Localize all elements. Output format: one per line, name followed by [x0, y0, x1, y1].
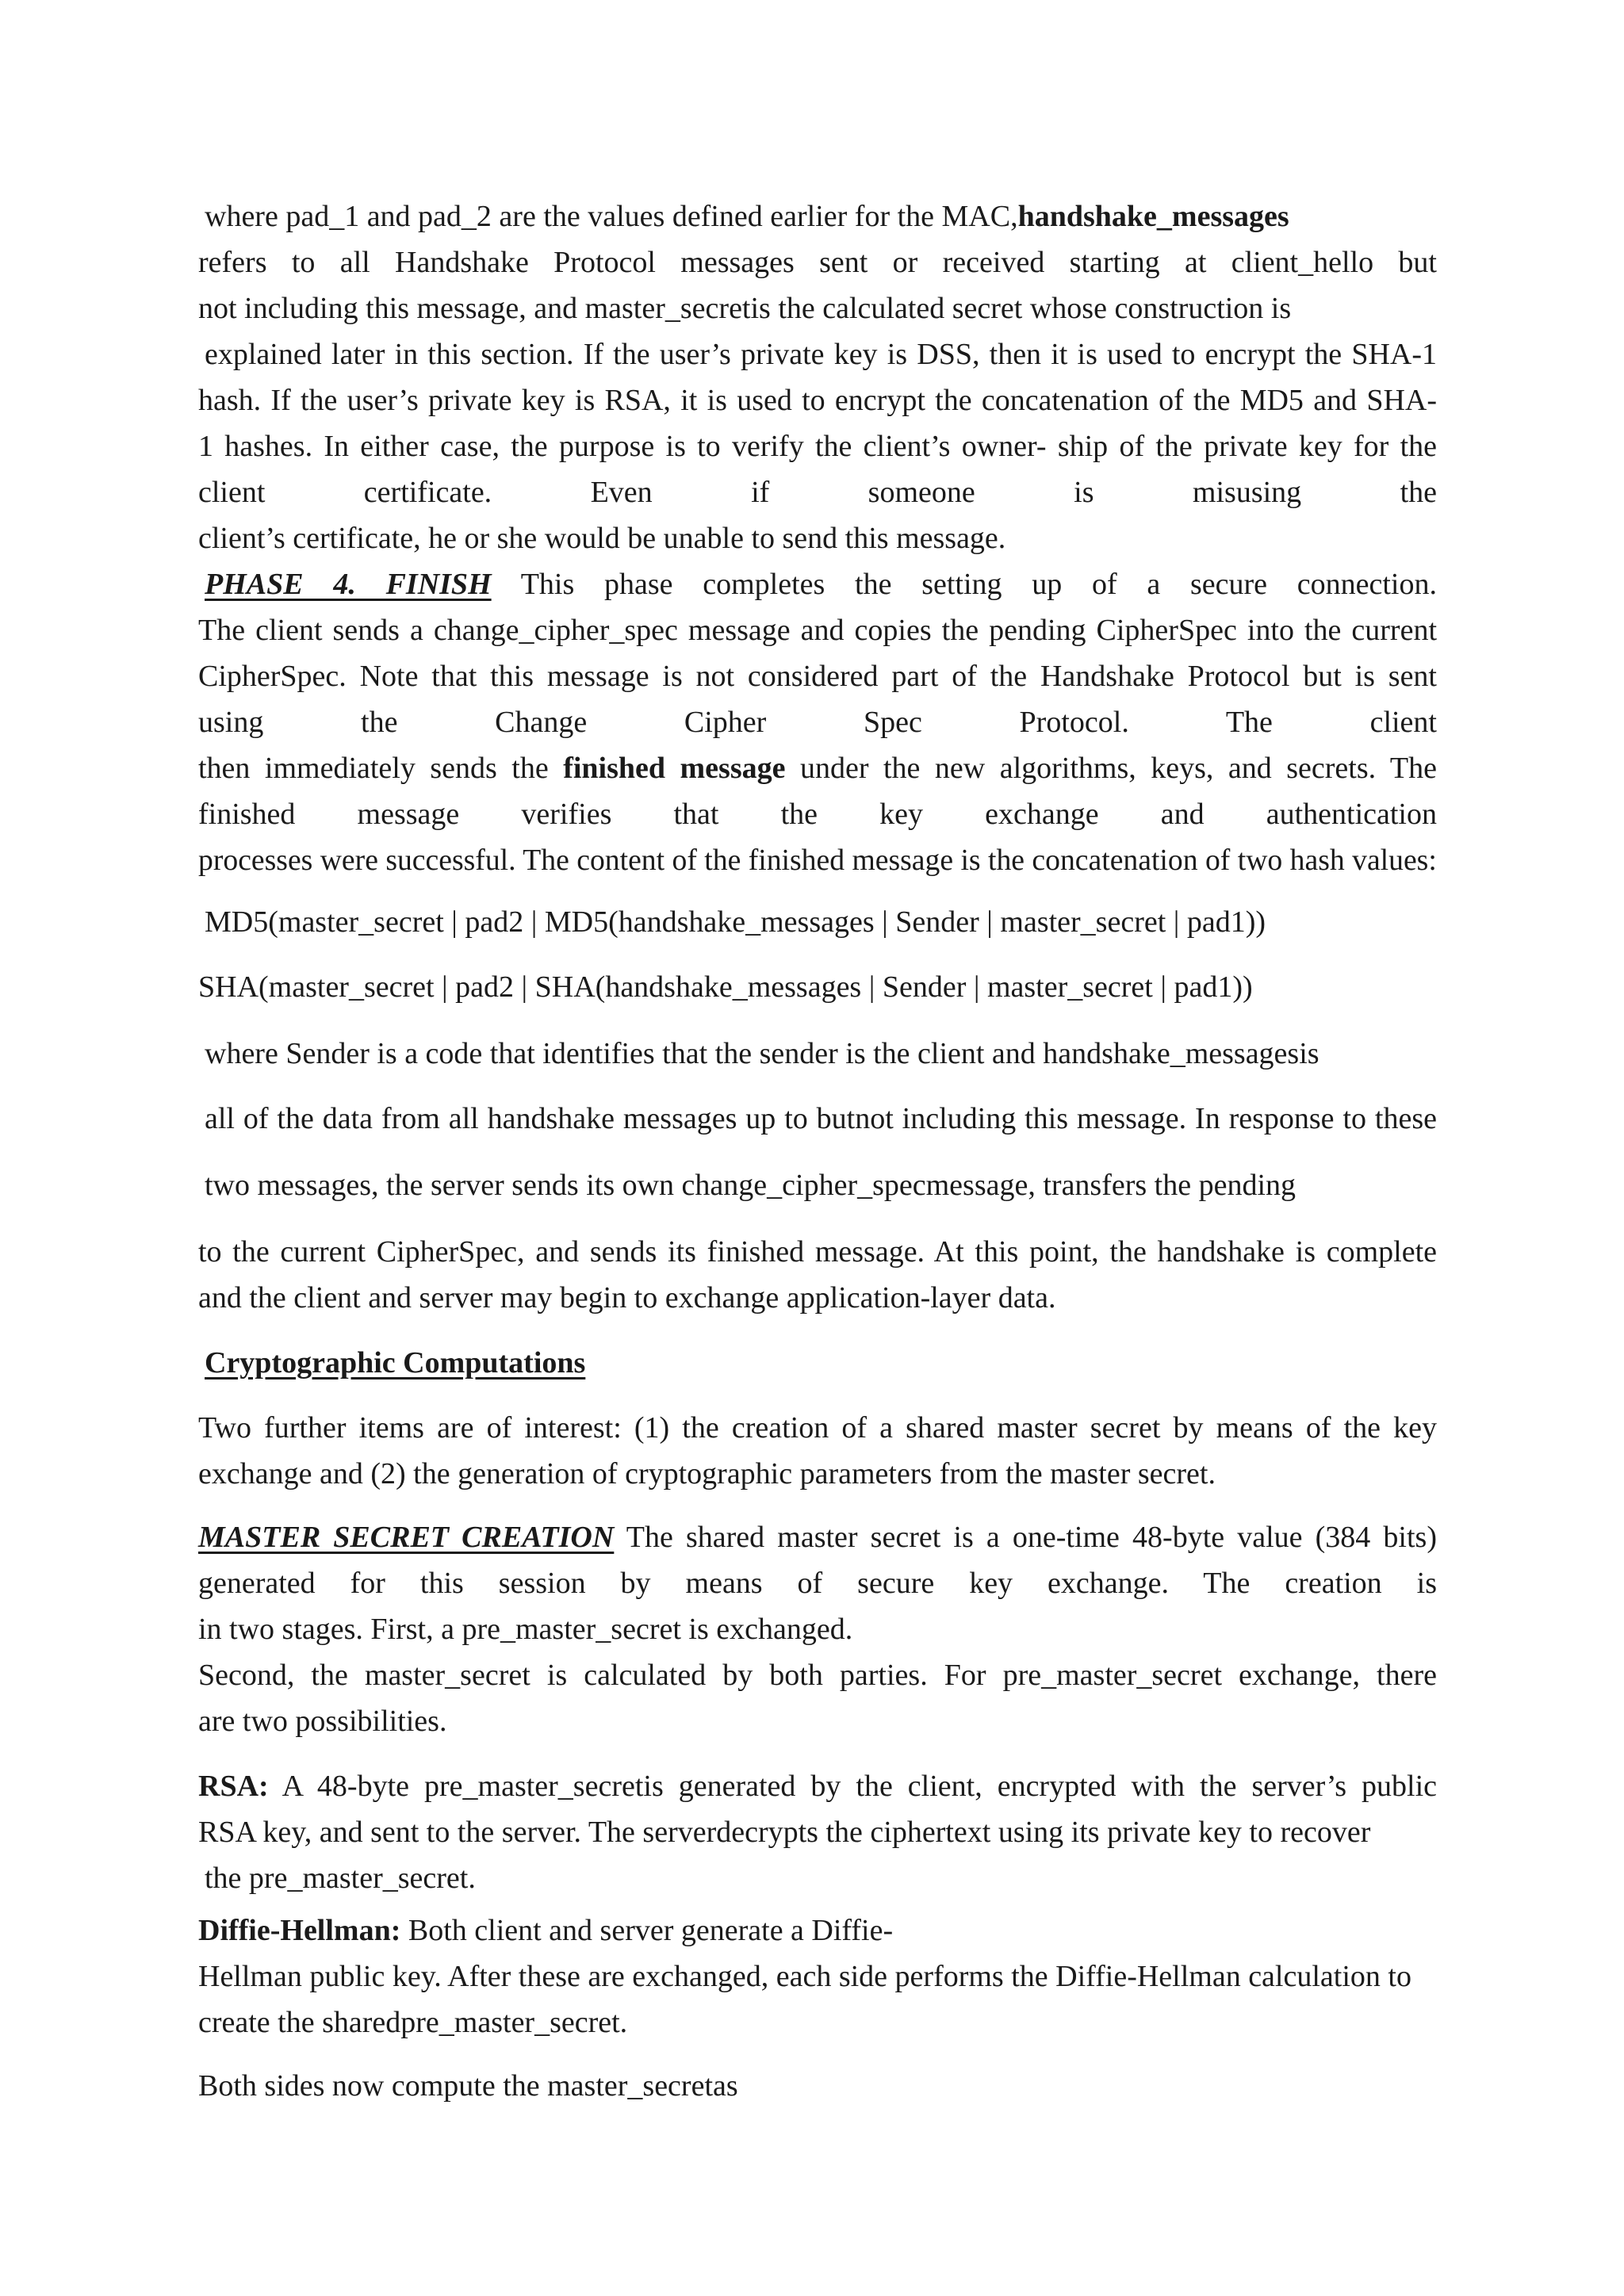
phase4-text: This phase completes the setting up of a secure connection. — [520, 568, 1437, 601]
rsa-line-2: RSA key, and sent to the server. The serverdecrypts the ciphertext using its private key to recover — [198, 1816, 1371, 1849]
rsa-text: A 48-byte pre_master_secretis generated by the client, encrypted with the server’s public — [282, 1770, 1438, 1803]
finished-message-term: finished message — [563, 752, 786, 785]
master-line-3: in two stages. First, a pre_master_secret is exchanged. — [198, 1613, 853, 1646]
phase4-heading: PHASE 4. FINISH — [205, 568, 492, 601]
para2-line-5: and the client and server may begin to exchange application-layer data. — [198, 1281, 1056, 1314]
final-line: Both sides now compute the master_secretas — [198, 2069, 738, 2103]
crypto-heading: Cryptographic Computations — [205, 1346, 586, 1380]
dh-text: Both client and server generate a Diffie- — [408, 1914, 894, 1947]
master-line-5: are two possibilities. — [198, 1705, 447, 1738]
phase4-text: then immediately sends the — [198, 752, 564, 785]
para1-text: where pad_1 and pad_2 are the values defined earlier for the MAC, — [205, 200, 1018, 233]
crypto-line-2: exchange and (2) the generation of cryptographic parameters from the master secret. — [198, 1457, 1216, 1490]
crypto-line-1: Two further items are of interest: (1) the creation of a shared master secret by means of the key — [198, 1411, 1437, 1445]
para1-line-8: client’s certificate, he or she would be unable to send this message. — [198, 522, 1006, 555]
rsa-label: RSA: — [198, 1770, 269, 1803]
para1-line-1 — [205, 193, 1437, 239]
para2-line-1: where Sender is a code that identifies that the sender is the client and handshake_messagesis — [205, 1037, 1320, 1070]
dh-line-3: create the sharedpre_master_secret. — [198, 2006, 628, 2039]
phase4-text: under the new algorithms, keys, and secrets. The — [785, 752, 1437, 785]
rsa-line-1 — [198, 1763, 1437, 1809]
para1-line-4: explained later in this section. If the user’s private key is DSS, then it is used to encrypt the SHA-1 — [205, 338, 1437, 371]
sha-formula: SHA(master_secret | pad2 | SHA(handshake_messages | Sender | master_secret | pad1)) — [198, 970, 1253, 1004]
phase4-line-6: finished message verifies that the key exchange and authentication — [198, 798, 1437, 831]
para1-line-2: refers to all Handshake Protocol messages sent or received starting at client_hello but — [198, 246, 1437, 279]
para2-line-4: to the current CipherSpec, and sends its finished message. At this point, the handshake is complete — [198, 1235, 1437, 1269]
para1-line-3: not including this message, and master_secretis the calculated secret whose construction is — [198, 292, 1292, 325]
phase4-line-5 — [198, 745, 1437, 791]
dh-line-1 — [198, 1908, 1437, 1954]
master-line-2: generated for this session by means of secure key exchange. The creation is — [198, 1567, 1437, 1600]
phase4-line-2: The client sends a change_cipher_spec message and copies the pending CipherSpec into the current — [198, 614, 1437, 647]
rsa-line-3: the pre_master_secret. — [205, 1862, 476, 1895]
phase4-line-1 — [205, 561, 1437, 607]
para2-line-3: two messages, the server sends its own change_cipher_specmessage, transfers the pending — [205, 1169, 1297, 1202]
para2-line-2: all of the data from all handshake messages up to butnot including this message. In response to these — [205, 1102, 1437, 1135]
phase4-line-3: CipherSpec. Note that this message is not considered part of the Handshake Protocol but is sent — [198, 660, 1437, 693]
crypto-heading-line — [205, 1340, 1437, 1386]
phase4-line-7: processes were successful. The content of the finished message is the concatenation of two hash values: — [198, 844, 1437, 877]
master-line-4: Second, the master_secret is calculated by both parties. For pre_master_secret exchange, there — [198, 1659, 1437, 1692]
md5-formula: MD5(master_secret | pad2 | MD5(handshake_messages | Sender | master_secret | pad1)) — [205, 905, 1266, 939]
para1-line-6: 1 hashes. In either case, the purpose is to verify the client’s owner- ship of the private key for the — [198, 430, 1437, 463]
master-secret-heading: MASTER SECRET CREATION — [198, 1521, 615, 1554]
master-line-1 — [198, 1514, 1437, 1560]
master-text: The shared master secret is a one-time 48-byte value (384 bits) — [626, 1521, 1437, 1554]
phase4-line-4: using the Change Cipher Spec Protocol. The client — [198, 706, 1437, 739]
dh-label: Diffie-Hellman: — [198, 1914, 401, 1947]
handshake-messages-term: handshake_messages — [1017, 200, 1289, 233]
para1-line-7: client certificate. Even if someone is misusing the — [198, 476, 1437, 509]
dh-line-2: Hellman public key. After these are exchanged, each side performs the Diffie-Hellman calculation to — [198, 1960, 1411, 1993]
para1-line-5: hash. If the user’s private key is RSA, it is used to encrypt the concatenation of the MD5 and SHA- — [198, 384, 1437, 417]
